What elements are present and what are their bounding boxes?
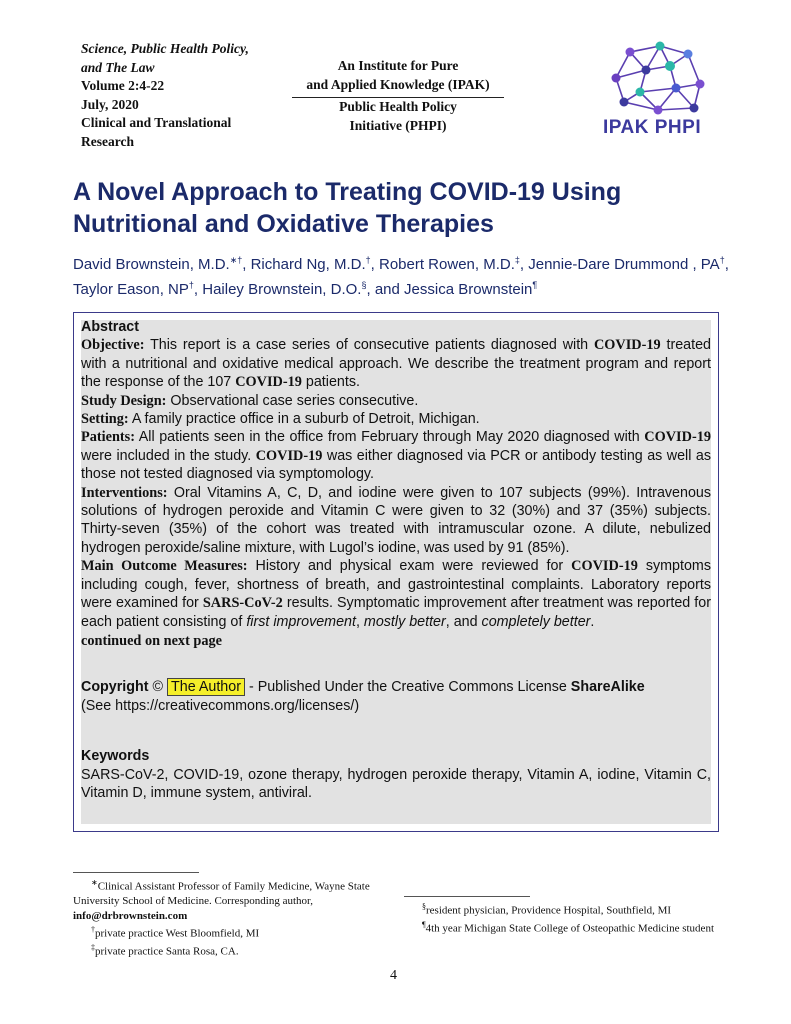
- footnote-rule-right: [404, 896, 530, 897]
- journal-date: July, 2020: [81, 96, 139, 112]
- footnote-2: [73, 923, 391, 941]
- footnote-text: Clinical Assistant Professor of Family Medicine, Wayne State University School of Medicine. Corresponding author,: [73, 880, 370, 908]
- abstract-objective: [81, 336, 711, 391]
- abstract-design: [81, 392, 711, 410]
- abstract-content: [81, 318, 711, 802]
- keywords-text: SARS-CoV-2, COVID-19, ozone therapy, hydrogen peroxide therapy, Vitamin A, iodine, Vitamin C, Vitamin D, immune system, antiviral.: [81, 766, 711, 801]
- author-list: [73, 250, 733, 300]
- journal-name-line1: Science, Public Health Policy,: [81, 41, 249, 56]
- interventions-label: Interventions:: [81, 484, 168, 501]
- paper-title: A Novel Approach to Treating COVID-19 Using Nutritional and Oxidative Therapies: [73, 178, 622, 238]
- abstract-heading: Abstract: [81, 319, 139, 335]
- institute-line4: Initiative (PHPI): [349, 117, 447, 133]
- author-mark: ¶: [532, 280, 538, 290]
- outcome-text: , and: [445, 613, 482, 630]
- license-link[interactable]: (See https://creativecommons.org/licenses/): [81, 697, 360, 714]
- journal-section-line2: Research: [81, 133, 134, 149]
- footnote-mark: †: [91, 925, 95, 935]
- logo-text: IPAK PHPI: [603, 117, 702, 138]
- page-number: 4: [390, 968, 397, 983]
- abstract-setting: [81, 410, 711, 428]
- author-name: David Brownstein, M.D.: [73, 256, 230, 273]
- author-mark: ∗†: [229, 255, 243, 265]
- objective-text: This report is a case series of consecutive patients diagnosed with: [144, 337, 594, 354]
- author-highlight: The Author: [167, 678, 245, 696]
- covid-term: COVID-19: [644, 429, 711, 446]
- objective-text: patients.: [301, 374, 360, 391]
- first-improvement-term: first improvement: [246, 613, 356, 630]
- abstract-patients: [81, 428, 711, 483]
- footnote-1: [73, 876, 391, 923]
- continued-note: continued on next page: [81, 632, 223, 649]
- journal-volume: Volume 2:4-22: [81, 78, 165, 93]
- mostly-better-term: mostly better: [363, 613, 446, 630]
- design-text: Observational case series consecutive.: [166, 392, 419, 409]
- covid-term: COVID-19: [593, 337, 661, 354]
- outcome-text: symptoms including cough, fever, shortness of breath, and gastrointestinal complaints. Laboratory reports were examined for: [81, 558, 711, 612]
- outcome-text: results. Symptomatic improvement after treatment was reported for each patient consisting of: [81, 595, 711, 630]
- institute-line3: Public Health Policy: [339, 99, 457, 114]
- author-name: , Hailey Brownstein, D.O.: [193, 281, 362, 298]
- footnotes-right: [404, 900, 722, 936]
- journal-name-line2: and The Law: [81, 59, 155, 75]
- setting-label: Setting:: [81, 411, 129, 428]
- covid-term: COVID-19: [571, 558, 638, 575]
- footnote-mark: §: [422, 902, 426, 911]
- author-name: , Jennie-Dare Drummond , PA: [519, 256, 720, 273]
- journal-section-line1: Clinical and Translational: [81, 115, 232, 130]
- institute-line2: and Applied Knowledge (IPAK): [306, 76, 490, 92]
- footnote-text: resident physician, Providence Hospital, Southfield, MI: [426, 904, 672, 917]
- footnote-text: private practice Santa Rosa, CA.: [95, 945, 239, 958]
- design-label: Study Design:: [81, 392, 167, 409]
- abstract-outcome: [81, 557, 711, 631]
- author-mark: †: [365, 255, 371, 265]
- footnotes-left: [73, 876, 391, 959]
- outcome-text: History and physical exam were reviewed for: [247, 558, 572, 575]
- footnote-text: 4th year Michigan State College of Osteopathic Medicine student: [425, 922, 714, 935]
- interventions-text: Oral Vitamins A, C, D, and iodine were given to 107 subjects (99%). Intravenous solutions of hydrogen peroxide and Vitamin C were given to 32 (30%) and 37 (35%) subjects. Thirty-seven (35%) of the cohort was treated with intramuscular ozone. A dilute, nebulized hydrogen peroxide/saline mixture, with Lugol’s iodine, was used by 91 (85%).: [81, 484, 711, 556]
- copyright-label: Copyright: [81, 679, 149, 696]
- footnote-rule-left: [73, 872, 199, 873]
- license-name: ShareAlike: [570, 679, 645, 696]
- institute-line1: An Institute for Pure: [337, 58, 459, 73]
- author-name: , Robert Rowen, M.D.: [370, 256, 515, 273]
- abstract-interventions: [81, 484, 711, 558]
- outcome-text: .: [590, 613, 595, 630]
- covid-term: COVID-19: [235, 374, 302, 391]
- patients-text: was either diagnosed via PCR or antibody testing as well as those not tested diagnosed via symptomology.: [81, 447, 711, 483]
- sars-term: SARS-CoV-2: [202, 595, 283, 612]
- objective-label: Objective:: [81, 337, 145, 354]
- outcome-text: ,: [355, 613, 364, 630]
- author-name: , and Jessica Brownstein: [366, 281, 533, 298]
- author-name: , Taylor Eason, NP: [73, 256, 729, 298]
- copyright-text: - Published Under the Creative Commons License: [244, 679, 571, 696]
- footnote-mark: ∗: [91, 878, 98, 887]
- journal-info: [81, 40, 301, 151]
- author-mark: ‡: [514, 255, 520, 265]
- footnote-text: private practice West Bloomfield, MI: [95, 927, 260, 940]
- author-mark: †: [719, 255, 725, 265]
- covid-term: COVID-19: [255, 447, 323, 464]
- keywords-heading: Keywords: [81, 748, 150, 765]
- copyright-symbol-icon: ©: [152, 679, 164, 696]
- copyright-line: [81, 678, 711, 696]
- patients-text: were included in the study.: [81, 447, 256, 464]
- footnote-5: [404, 918, 722, 936]
- outcome-label: Main Outcome Measures:: [81, 558, 248, 575]
- objective-text: treated with a nutritional and oxidative medical approach. We describe the treatment program and report the response of the 107: [81, 337, 712, 391]
- author-name: , Richard Ng, M.D.: [242, 256, 366, 273]
- completely-better-term: completely better: [481, 613, 591, 630]
- author-mark: §: [361, 280, 367, 290]
- footnote-3: [73, 941, 391, 959]
- patients-label: Patients:: [81, 429, 135, 446]
- footnote-4: [404, 900, 722, 918]
- author-mark: †: [188, 280, 194, 290]
- institute-info: [288, 57, 508, 135]
- footnote-mark: ¶: [422, 920, 426, 930]
- patients-text: All patients seen in the office from February through May 2020 diagnosed with: [135, 429, 645, 446]
- setting-text: A family practice office in a suburb of Detroit, Michigan.: [128, 411, 480, 428]
- footnote-email[interactable]: info@drbrownstein.com: [73, 909, 188, 922]
- footnote-mark: ‡: [91, 943, 95, 953]
